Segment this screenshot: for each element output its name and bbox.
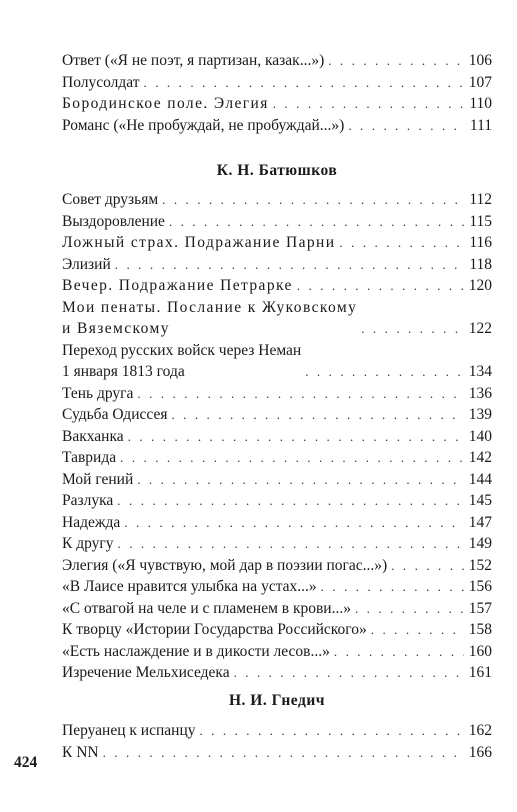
toc-entry-title: Ответ («Я не поэт, я партизан, казак...»): [62, 52, 325, 69]
toc-entry-page: 149: [468, 535, 492, 552]
toc-leader-dots: [128, 426, 464, 448]
toc-entry-page: 106: [468, 52, 492, 69]
toc-leader-dots: [339, 232, 464, 254]
section-heading-batyushkov: К. Н. Батюшков: [216, 162, 338, 179]
toc-leader-dots: [321, 576, 464, 598]
toc-leader-dots: [361, 318, 464, 340]
toc-entry-page: 110: [469, 95, 492, 112]
toc-entry: [62, 211, 492, 233]
toc-entry-page: 116: [469, 234, 492, 251]
toc-leader-dots: [199, 720, 463, 742]
toc-entry: [62, 254, 492, 276]
toc-leader-dots: [334, 641, 464, 663]
toc-leader-dots: [169, 211, 464, 233]
toc-leader-dots: [144, 72, 464, 94]
toc-entry: [62, 720, 492, 742]
toc-entry-title: Элегия («Я чувствую, мой дар в поэзии погас...»): [62, 556, 388, 574]
toc-entry-page: 112: [469, 191, 492, 208]
toc-entry: [62, 340, 492, 383]
toc-entry-title: Романс («Не пробуждай, не пробуждай...»): [62, 116, 345, 134]
toc-leader-dots: [117, 490, 463, 512]
toc-entry-page: 158: [468, 621, 492, 638]
toc-leader-dots: [118, 533, 464, 555]
toc-section-gnedich: [62, 720, 492, 763]
toc-entry-page: 161: [468, 664, 492, 681]
section-heading-gnedich: Н. И. Гнедич: [228, 692, 325, 709]
toc-leader-dots: [162, 189, 464, 211]
toc-entry-page: 157: [468, 599, 492, 617]
toc-entry-title: «Есть наслаждение и в дикости лесов...»: [62, 642, 330, 660]
toc-entry-title: Бородинское поле. Элегия: [62, 95, 269, 112]
toc-entry-title: «С отвагой на челе и с пламенем в крови...»: [62, 599, 351, 617]
toc-entry-page: 139: [468, 406, 492, 423]
toc-entry-title: Переход русских войск через Неман: [62, 341, 302, 359]
page-number: 424: [14, 754, 38, 771]
toc-entry-title: Перуанец к испанцу: [62, 722, 196, 739]
toc-entry-page: 144: [468, 470, 492, 488]
toc-leader-dots: [305, 361, 464, 383]
toc-entry-title: К NN: [62, 743, 99, 761]
toc-entry-title: Ложный страх. Подражание Парни: [62, 234, 336, 251]
toc-entry: [62, 619, 492, 641]
toc-entry: [62, 50, 492, 72]
toc-leader-dots: [391, 555, 464, 577]
toc-entry-page: 147: [468, 513, 492, 531]
toc-entry: [62, 490, 492, 512]
toc-entry-page: 111: [469, 116, 492, 134]
toc-entry-title: Вакханка: [62, 427, 124, 445]
toc-leader-dots: [348, 115, 465, 137]
toc-entry: [62, 232, 492, 254]
toc-entry-title: Судьба Одиссея: [62, 406, 168, 423]
toc-entry: [62, 555, 492, 577]
toc-entry-title: Вечер. Подражание Петрарке: [62, 277, 293, 294]
toc-entry: [62, 576, 492, 598]
toc-entry: [62, 447, 492, 469]
toc-entry: [62, 426, 492, 448]
toc-entry-page: 162: [468, 722, 492, 739]
toc-leader-dots: [120, 447, 464, 469]
toc-entry-title: Разлука: [62, 492, 114, 509]
toc-entry-title: Полусолдат: [62, 73, 140, 91]
toc-entry: [62, 598, 492, 620]
toc-entry: [62, 533, 492, 555]
toc-continued-list: [62, 50, 492, 136]
toc-leader-dots: [328, 50, 464, 72]
toc-entry-title: Выздоровление: [62, 212, 165, 230]
toc-entry: [62, 189, 492, 211]
toc-leader-dots: [297, 275, 464, 297]
toc-entry: [62, 641, 492, 663]
toc-entry-page: 160: [468, 642, 492, 660]
toc-entry-page: 136: [468, 384, 492, 402]
toc-entry-page: 145: [468, 492, 492, 509]
toc-leader-dots: [171, 404, 463, 426]
toc-entry-page: 115: [469, 212, 492, 230]
toc-entry-page: 120: [468, 277, 492, 294]
toc-entry: [62, 93, 492, 115]
toc-leader-dots: [103, 742, 464, 764]
toc-entry-page: 118: [469, 255, 492, 273]
toc-entry: [62, 297, 492, 340]
toc-entry-title: К творцу «Истории Государства Российского»: [62, 621, 367, 638]
toc-entry-page: 152: [468, 556, 492, 574]
toc-leader-dots: [137, 469, 464, 491]
toc-leader-dots: [273, 93, 465, 115]
toc-entry-page: 140: [468, 427, 492, 445]
toc-entry-page: 166: [468, 743, 492, 761]
toc-entry-title: Мой гений: [62, 470, 134, 488]
toc-leader-dots: [115, 254, 465, 276]
toc-entry-title: К другу: [62, 535, 114, 552]
toc-entry-title-continued: 1 января 1813 года: [62, 363, 185, 380]
toc-entry: [62, 115, 492, 137]
toc-entry: [62, 742, 492, 764]
toc-entry-title: Изречение Мельхиседека: [62, 664, 230, 681]
toc-entry-title: «В Лаисе нравится улыбка на устах...»: [62, 578, 317, 595]
toc-leader-dots: [124, 512, 463, 534]
toc-entry-title: Таврида: [62, 449, 117, 466]
toc-entry-title: Совет друзьям: [62, 191, 159, 208]
toc-entry: [62, 275, 492, 297]
toc-entry: [62, 662, 492, 684]
toc-entry: [62, 512, 492, 534]
toc-entry-title-continued: и Вяземскому: [62, 320, 170, 337]
toc-leader-dots: [234, 662, 464, 684]
toc-entry-page: 156: [468, 578, 492, 595]
toc-leader-dots: [371, 619, 464, 641]
toc-entry-page: 107: [468, 73, 492, 91]
toc-entry: [62, 404, 492, 426]
toc-entry-page: 142: [468, 449, 492, 466]
toc-section-batyushkov: [62, 189, 492, 684]
toc-entry-page: 134: [468, 363, 492, 380]
toc-entry-title: Элизий: [62, 255, 111, 273]
toc-entry-title: Мои пенаты. Послание к Жуковскому: [62, 298, 358, 316]
toc-leader-dots: [137, 383, 463, 405]
toc-entry-title: Тень друга: [62, 384, 134, 402]
toc-entry-title: Надежда: [62, 513, 121, 531]
toc-entry: [62, 72, 492, 94]
toc-entry: [62, 383, 492, 405]
toc-entry: [62, 469, 492, 491]
toc-leader-dots: [355, 598, 464, 620]
toc-entry-page: 122: [468, 320, 492, 337]
